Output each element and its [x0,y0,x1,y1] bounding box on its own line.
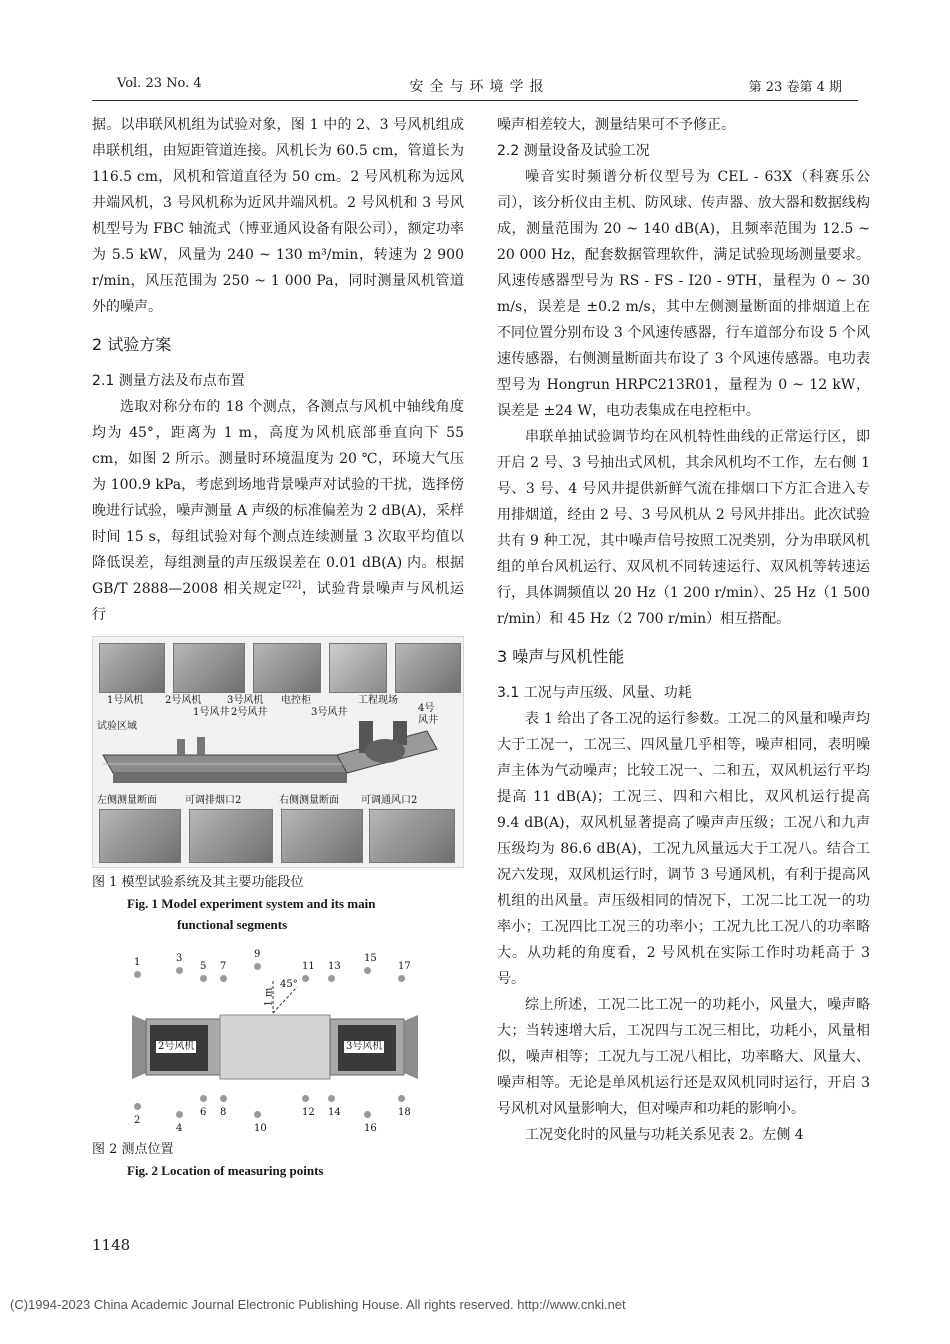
model-illustration [97,721,459,791]
label-left-section: 左侧测量断面 [97,795,157,806]
label-area: 试验区域 [97,721,137,732]
label-shaft2: 2号风井 [231,707,268,718]
measuring-point-label: 3 [176,953,183,964]
measuring-point-label: 7 [220,961,227,972]
photo-right-section [281,809,363,863]
label-shaft1: 1号风井 [193,707,230,718]
paragraph: 噪音实时频谱分析仪型号为 CEL - 63X（科赛乐公司），该分析仪由主机、防风球、传声器、放大器和数据线构成，测量范围为 20 ~ 140 dB(A)，且频率范围为 12.5 ~ 20 000 Hz，配套数据管理软件，满足试验现场测量要求。风速传感器型号为 RS - FS - I20 - 9TH，量程为 0 ~ 30 m/s，误差是 ±0.2 m/s，其中左侧测量断面的排烟道上在不同位置分别布设 3 个风速传感器，行车道部分布设 5 个风速传感器，右侧测量断面共布设了 3 个风速传感器。电功表型号为 Hongrun HRPC213R01，量程为 0 ~ 12 kW，误差是 ±24 W，电功表集成在电控柜中。 [497,169,870,419]
journal-title: 安全与环境学报 [409,79,550,95]
figure-2 [92,947,464,1135]
paragraph: 据。以串联风机组为试验对象，图 1 中的 2、3 号风机组成串联机组，由短距管道连接。风机长为 60.5 cm，管道长为 116.5 cm，风机和管道直径为 50 cm。2 号风机称为远风井端风机，3 号风机称为近风井端风机。2 号风机和 3 号风机型号为 FBC 轴流式（博亚通风设备有限公司），额定功率为 5.5 kW，风量为 240 ~ 130 m³/min，转速为 2 900 r/min，风压范围为 250 ~ 1 000 Pa，同时测量风机管道外的噪声。 [92,117,464,315]
paragraph: 串联单抽试验调节均在风机特性曲线的正常运行区，即开启 2 号、3 号抽出式风机，其余风机均不工作，左右侧 1 号、3 号、4 号风井提供新鲜气流在排烟口下方汇合进入专用排烟道，经由 2 号、3 号风机从 2 号风井排出。此次试验共有 9 种工况，其中噪声信号按照工况类别，分为串联风机组的单台风机运行、双风机不同转速运行、双风机等转速运行，具体调频值以 20 Hz（1 200 r/min）、25 Hz（1 500 r/min）和 45 Hz（2 700 r/min）相互搭配。 [497,429,870,627]
figure-1-caption: 图 1 模型试验系统及其主要功能段位 [92,875,304,890]
label-site: 工程现场 [358,695,398,706]
measuring-point-label: 8 [220,1107,227,1118]
figure-1 [92,636,464,868]
measuring-point-marker [200,1095,207,1102]
right-column [497,112,870,1148]
running-header [117,76,842,98]
distance-label: 1 m [263,987,275,1007]
measuring-point-marker [200,975,207,982]
measuring-point-marker [302,975,309,982]
measuring-point-label: 13 [328,961,341,972]
page-number: 1148 [92,1236,131,1254]
measuring-point-marker [134,1103,141,1110]
photo-exhaust2 [189,809,273,863]
measuring-point-label: 15 [364,953,377,964]
figure-2-caption: 图 2 测点位置 [92,1142,174,1157]
issue-label: 第 23 卷第 4 期 [748,80,842,95]
paragraph: 噪声相差较大，测量结果可不予修正。 [497,117,735,133]
measuring-point-marker [328,975,335,982]
label-shaft4: 4号风井 [418,703,438,726]
measuring-point-label: 1 [134,957,141,968]
measuring-point-label: 2 [134,1115,141,1126]
measuring-point-label: 18 [398,1107,411,1118]
measuring-point-label: 9 [254,949,261,960]
photo-vent2 [369,809,455,863]
fan-left-label: 2号风机 [158,1041,195,1052]
measuring-point-marker [220,1095,227,1102]
measuring-point-marker [398,975,405,982]
figure-1-caption-en: Fig. 1 Model experiment system and its main [127,896,376,911]
photo-fan3 [253,643,321,693]
header-rule [92,100,858,101]
label-shaft3: 3号风井 [311,707,348,718]
label-right-section: 右侧测量断面 [279,795,339,806]
photo-left-section [99,809,181,863]
measuring-point-label: 6 [200,1107,207,1118]
label-fan3: 3号风机 [227,695,264,706]
copyright-footer: (C)1994-2023 China Academic Journal Electronic Publishing House. All rights reserved. http://www.cnki.net [10,1297,626,1312]
measuring-point-marker [398,1095,405,1102]
paragraph-text-tail: ，试验背景噪声与风机运行 [92,581,465,623]
left-column [92,112,464,1181]
measuring-point-marker [176,1111,183,1118]
measuring-point-marker [302,1095,309,1102]
angle-label: 45° [280,979,298,990]
measuring-point-label: 17 [398,961,411,972]
photo-site [395,643,461,693]
section-heading: 3 噪声与风机性能 [497,647,625,666]
figure-2-caption-en: Fig. 2 Location of measuring points [127,1163,324,1178]
label-fan2: 2号风机 [165,695,202,706]
paragraph: 表 1 给出了各工况的运行参数。工况二的风量和噪声均大于工况一，工况三、四风量几乎相等，噪声相同，表明噪声主体为气动噪声；比较工况一、二和五，双风机运行平均提高 11 dB(A)；工况三、四和六相比，双风机运行提高 9.4 dB(A)，双风机显著提高了噪声声压级；工况八和九声压级均为 86.6 dB(A)，工况九风量远大于工况八。结合工况六发现，双风机运行时，调节 3 号通风机，有利于提高风机组的出风量。声压级相同的情况下，工况二比工况一的功率小；工况四比工况三的功率小；工况九比工况八的功率略大。从功耗的角度看，2 号风机在实际工作时功耗高于 3 号。 [497,711,870,987]
measuring-point-marker [176,967,183,974]
photo-fan1 [99,643,165,693]
label-exhaust2: 可调排烟口2 [185,795,242,806]
measuring-point-label: 11 [302,961,315,972]
measuring-point-label: 14 [328,1107,341,1118]
figure-1-caption-en-2: functional segments [177,917,288,932]
measuring-point-label: 12 [302,1107,315,1118]
measuring-point-marker [328,1095,335,1102]
measuring-point-marker [254,963,261,970]
measuring-point-marker [364,1111,371,1118]
subsection-heading: 2.1 测量方法及布点布置 [92,373,245,389]
photo-fan2 [173,643,245,693]
paragraph [92,394,464,628]
label-vent2: 可调通风口2 [361,795,418,806]
measuring-point-marker [254,1111,261,1118]
subsection-heading: 2.2 测量设备及试验工况 [497,143,650,159]
label-cabinet: 电控柜 [281,695,311,706]
paragraph: 工况变化时的风量与功耗关系见表 2。左侧 4 [525,1127,804,1143]
measuring-point-marker [134,971,141,978]
citation[interactable]: [22] [282,580,302,591]
subsection-heading: 3.1 工况与声压级、风量、功耗 [497,685,692,701]
measuring-point-label: 16 [364,1123,377,1134]
label-fan1: 1号风机 [107,695,144,706]
measuring-point-marker [364,967,371,974]
volume-label: Vol. 23 No. 4 [117,76,202,91]
measuring-point-label: 4 [176,1123,183,1134]
measuring-point-label: 10 [254,1123,267,1134]
measuring-point-label: 5 [200,961,207,972]
section-heading: 2 试验方案 [92,335,172,354]
measuring-point-marker [220,975,227,982]
photo-cabinet [329,643,387,693]
paragraph-text: 选取对称分布的 18 个测点，各测点与风机中轴线角度均为 45°，距离为 1 m，高度为风机底部垂直向下 55 cm，如图 2 所示。测量时环境温度为 20 ℃，环境大气压为 100.9 kPa，考虑到场地背景噪声对试验的干扰，选择傍晚进行试验，噪声测量 A 声级的标准偏差为 2 dB(A)，采样时间 15 s，每组试验对每个测点连续测量 3 次取平均值以降低误差，每组测量的声压级误差在 0.01 dB(A) 内。根据 GB/T 2888—2008 相关规定 [92,399,464,597]
fan-right-label: 3号风机 [346,1041,383,1052]
paragraph: 综上所述，工况二比工况一的功耗小，风量大，噪声略大；当转速增大后，工况四与工况三相比，功耗小，风量相似，噪声相等；工况九与工况八相比，功率略大、风量大、噪声相等。无论是单风机运行还是双风机同时运行，开启 3 号风机对风量影响大，但对噪声和功耗的影响小。 [497,997,870,1117]
